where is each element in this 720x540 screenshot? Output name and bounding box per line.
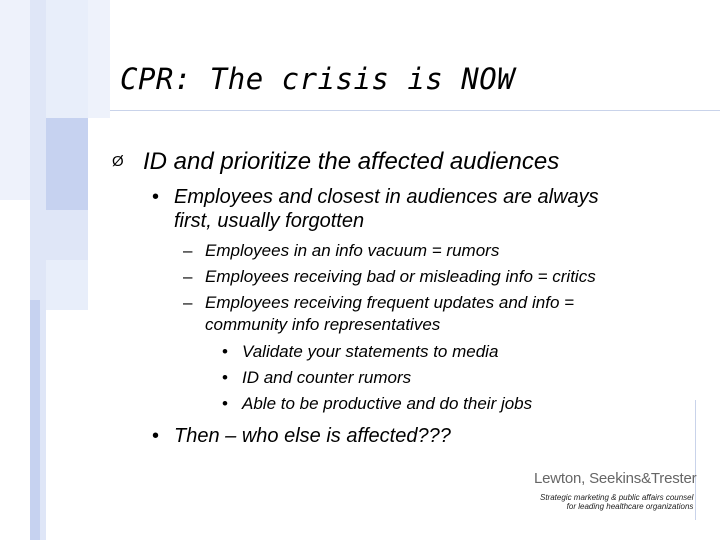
dot-bullet-icon: •	[152, 425, 160, 447]
bullet-text: Employees receiving frequent updates and info =	[205, 293, 575, 312]
bullet-continuation: first, usually forgotten	[174, 210, 365, 232]
bullet-text: Validate your statements to media	[242, 342, 499, 361]
bullet-text: ID and counter rumors	[242, 368, 412, 387]
logo-tagline	[540, 493, 693, 511]
bullet-level4	[222, 366, 411, 390]
bullet-continuation: community info representatives	[205, 315, 441, 334]
bullet-text: Employees receiving bad or misleading info = critics	[205, 267, 596, 286]
accent-block-7	[40, 380, 46, 540]
bullet-text: ID and prioritize the affected audiences	[143, 148, 560, 175]
logo-tagline-line2: for leading healthcare organizations	[566, 502, 694, 511]
bullet-level3	[183, 239, 499, 263]
bullet-level4	[222, 392, 532, 416]
company-logo	[532, 470, 702, 520]
bullet-level3	[183, 291, 574, 315]
dash-bullet-icon: –	[183, 293, 193, 312]
dot-bullet-icon: •	[222, 368, 228, 387]
dot-bullet-icon: •	[152, 186, 160, 208]
accent-block-5	[88, 0, 110, 118]
logo-wordmark: Lewton, Seekins&Trester	[534, 470, 697, 487]
accent-block-4	[46, 210, 88, 260]
accent-block-3	[46, 118, 88, 210]
bullet-text: Then – who else is affected???	[174, 425, 451, 447]
bullet-level3	[183, 265, 596, 289]
bullet-level2	[152, 185, 599, 209]
logo-tagline-line1: Strategic marketing & public affairs counsel	[540, 493, 694, 502]
dash-bullet-icon: –	[183, 241, 193, 260]
slide-title: CPR: The crisis is NOW	[120, 62, 516, 96]
bullet-level4	[222, 340, 498, 364]
bullet-level2	[152, 424, 451, 448]
arrow-bullet-icon: Ø	[112, 153, 124, 170]
bullet-text: Able to be productive and do their jobs	[242, 394, 533, 413]
dot-bullet-icon: •	[222, 394, 228, 413]
dash-bullet-icon: –	[183, 267, 193, 286]
bullet-level1	[112, 148, 559, 176]
dot-bullet-icon: •	[222, 342, 228, 361]
bullet-text: Employees in an info vacuum = rumors	[205, 241, 500, 260]
bullet-text: Employees and closest in audiences are always	[174, 186, 599, 208]
accent-bar-top	[0, 0, 30, 200]
title-rule	[110, 110, 720, 111]
accent-block-6	[30, 300, 40, 540]
